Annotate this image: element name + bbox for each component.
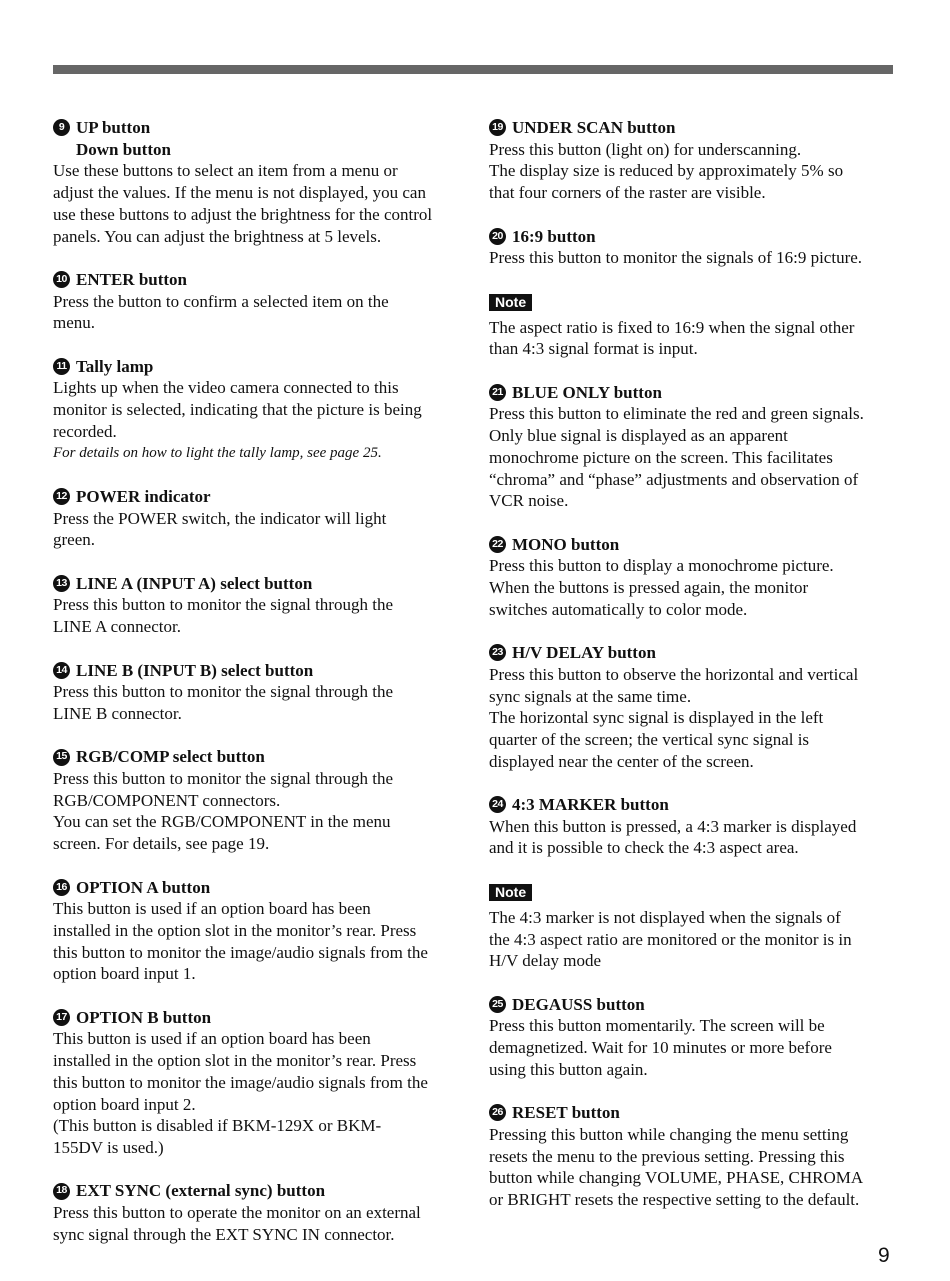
item-entry xyxy=(53,746,457,855)
body-line: monitor is selected, indicating that the picture is being xyxy=(53,400,422,420)
body-line: Only blue signal is displayed as an apparent xyxy=(489,426,788,446)
item-number-badge: 17 xyxy=(53,1009,70,1026)
body-line: screen. For details, see page 19. xyxy=(53,834,270,854)
body-line: RGB/COMPONENT connectors. xyxy=(53,790,281,810)
item-entry xyxy=(489,382,893,512)
left-column xyxy=(53,117,457,1267)
item-entry xyxy=(489,794,893,859)
body-line: Press this button to observe the horizontal and vertical xyxy=(489,664,859,684)
item-heading xyxy=(53,1180,457,1202)
item-heading xyxy=(489,117,893,139)
note-block xyxy=(489,291,893,360)
body-line: sync signal through the EXT SYNC IN connector. xyxy=(53,1224,395,1244)
item-heading xyxy=(53,660,457,682)
item-title: H/V DELAY button xyxy=(512,643,656,663)
body-line: menu. xyxy=(53,313,96,333)
item-number-badge: 21 xyxy=(489,384,506,401)
item-title: MONO button xyxy=(512,534,620,554)
page-number: 9 xyxy=(878,1244,890,1267)
body-line: LINE A connector. xyxy=(53,617,181,637)
item-number-badge: 24 xyxy=(489,796,506,813)
body-line: using this button again. xyxy=(489,1059,648,1079)
item-title: POWER indicator xyxy=(76,486,211,506)
note-line: than 4:3 signal format is input. xyxy=(489,339,698,359)
item-number-badge: 25 xyxy=(489,996,506,1013)
body-line: The horizontal sync signal is displayed in the left xyxy=(489,708,824,728)
body-line: this button to monitor the image/audio signals from the xyxy=(53,1072,428,1092)
body-line: Press this button to operate the monitor on an external xyxy=(53,1203,421,1223)
item-title: RGB/COMP select button xyxy=(76,747,265,767)
body-line: sync signals at the same time. xyxy=(489,686,692,706)
body-line: VCR noise. xyxy=(489,491,569,511)
item-title: 16:9 button xyxy=(512,226,596,246)
item-entry xyxy=(53,1007,457,1159)
item-heading xyxy=(53,877,457,899)
body-line: recorded. xyxy=(53,421,117,441)
item-entry xyxy=(489,117,893,204)
body-line: When the buttons is pressed again, the monitor xyxy=(489,578,809,597)
body-line: resets the menu to the previous setting. Pressing this xyxy=(489,1146,845,1166)
item-entry xyxy=(489,1102,893,1211)
body-line: The display size is reduced by approximately 5% so xyxy=(489,161,844,181)
body-line: Press this button momentarily. The screen will be xyxy=(489,1016,825,1036)
item-heading xyxy=(489,1102,893,1124)
item-title: OPTION B button xyxy=(76,1007,212,1027)
body-line: and it is possible to check the 4:3 aspect area. xyxy=(489,838,799,858)
item-heading xyxy=(53,117,457,139)
body-line: You can set the RGB/COMPONENT in the menu xyxy=(53,812,391,832)
item-entry xyxy=(53,486,457,551)
item-heading xyxy=(53,269,457,291)
body-line: “chroma” and “phase” adjustments and observation of xyxy=(489,469,859,489)
body-line: displayed near the center of the screen. xyxy=(489,751,754,771)
item-number-badge: 12 xyxy=(53,488,70,505)
body-line: This button is used if an option board has been xyxy=(53,1029,371,1049)
body-line: Lights up when the video camera connected to this xyxy=(53,378,399,398)
body-line: that four corners of the raster are visible. xyxy=(489,183,766,203)
item-entry xyxy=(53,573,457,638)
item-number-badge: 15 xyxy=(53,749,70,766)
item-heading xyxy=(489,994,893,1016)
body-line: Press this button to monitor the signal through the xyxy=(53,682,393,702)
note-label: Note xyxy=(489,294,532,311)
body-line: When this button is pressed, a 4:3 marker is displayed xyxy=(489,816,857,836)
item-number-badge: 9 xyxy=(53,119,70,136)
body-line: Use these buttons to select an item from a menu or xyxy=(53,161,398,181)
header-rule xyxy=(53,65,893,74)
body-line: green. xyxy=(53,530,96,550)
reference-note: For details on how to light the tally lamp, see page 25. xyxy=(53,444,382,461)
body-line: Press the POWER switch, the indicator will light xyxy=(53,508,387,528)
item-title: EXT SYNC (external sync) button xyxy=(76,1181,326,1201)
item-number-badge: 23 xyxy=(489,644,506,661)
item-entry xyxy=(53,660,457,725)
item-number-badge: 14 xyxy=(53,662,70,679)
item-number-badge: 11 xyxy=(53,358,70,375)
body-line: option board input 2. xyxy=(53,1094,196,1114)
item-heading xyxy=(489,226,893,248)
body-line: Press this button to eliminate the red and green signals. xyxy=(489,404,864,424)
item-entry xyxy=(489,994,893,1081)
item-title: DEGAUSS button xyxy=(512,994,645,1014)
item-entry xyxy=(489,642,893,772)
body-line: This button is used if an option board has been xyxy=(53,899,371,919)
item-heading xyxy=(489,382,893,404)
item-number-badge: 13 xyxy=(53,575,70,592)
item-number-badge: 16 xyxy=(53,879,70,896)
body-line: (This button is disabled if BKM-129X or BKM- xyxy=(53,1116,382,1136)
right-column xyxy=(489,117,893,1232)
body-line: button while changing VOLUME, PHASE, CHROMA xyxy=(489,1168,864,1188)
body-line: Press the button to confirm a selected item on the xyxy=(53,291,389,311)
body-line: demagnetized. Wait for 10 minutes or more before xyxy=(489,1038,832,1057)
item-heading xyxy=(53,486,457,508)
body-line: adjust the values. If the menu is not displayed, you can xyxy=(53,183,426,203)
body-line: Press this button to monitor the signal through the xyxy=(53,595,393,615)
note-label: Note xyxy=(489,884,532,901)
body-line: Press this button to monitor the signals of 16:9 picture. xyxy=(489,248,863,268)
item-number-badge: 18 xyxy=(53,1183,70,1200)
item-title: BLUE ONLY button xyxy=(512,382,662,402)
item-entry xyxy=(489,226,893,269)
item-entry xyxy=(53,269,457,334)
item-heading xyxy=(53,573,457,595)
body-line: 155DV is used.) xyxy=(53,1137,164,1157)
item-number-badge: 20 xyxy=(489,228,506,245)
item-title: LINE A (INPUT A) select button xyxy=(76,573,313,593)
item-entry xyxy=(489,534,893,621)
item-heading xyxy=(489,534,893,556)
note-line: the 4:3 aspect ratio are monitored or the monitor is in xyxy=(489,929,852,949)
body-line: Press this button to monitor the signal through the xyxy=(53,769,393,788)
body-line: quarter of the screen; the vertical sync signal is xyxy=(489,729,810,749)
body-line: Press this button to display a monochrome picture. xyxy=(489,556,834,576)
body-line: Pressing this button while changing the menu setting xyxy=(489,1124,849,1144)
item-entry xyxy=(53,117,457,247)
item-entry xyxy=(53,1180,457,1245)
body-line: LINE B connector. xyxy=(53,703,182,723)
body-line: installed in the option slot in the monitor’s rear. Press xyxy=(53,1051,417,1071)
item-entry xyxy=(53,356,457,465)
item-heading xyxy=(53,1007,457,1029)
item-heading xyxy=(489,794,893,816)
item-number-badge: 10 xyxy=(53,271,70,288)
item-title: RESET button xyxy=(512,1103,620,1123)
body-line: panels. You can adjust the brightness at 5 levels. xyxy=(53,226,382,246)
note-line: The 4:3 marker is not displayed when the signals of xyxy=(489,907,841,927)
item-title: ENTER button xyxy=(76,269,188,289)
body-line: option board input 1. xyxy=(53,964,196,984)
body-line: switches automatically to color mode. xyxy=(489,599,748,619)
item-heading xyxy=(489,642,893,664)
item-title: OPTION A button xyxy=(76,877,211,897)
item-title: 4:3 MARKER button xyxy=(512,795,669,814)
note-line: H/V delay mode xyxy=(489,951,602,971)
item-heading xyxy=(53,356,457,378)
body-line: Press this button (light on) for underscanning. xyxy=(489,139,802,159)
item-title: UNDER SCAN button xyxy=(512,118,676,137)
body-line: this button to monitor the image/audio signals from the xyxy=(53,942,428,962)
body-line: installed in the option slot in the monitor’s rear. Press xyxy=(53,920,417,940)
body-line: monochrome picture on the screen. This facilitates xyxy=(489,447,833,467)
body-line: use these buttons to adjust the brightness for the control xyxy=(53,204,433,224)
item-title: UP button xyxy=(76,118,151,137)
note-line: The aspect ratio is fixed to 16:9 when the signal other xyxy=(489,317,855,337)
item-entry xyxy=(53,877,457,986)
body-line: or BRIGHT resets the respective setting to the default. xyxy=(489,1189,860,1209)
item-number-badge: 26 xyxy=(489,1104,506,1121)
item-number-badge: 19 xyxy=(489,119,506,136)
item-subtitle: Down button xyxy=(76,139,171,159)
item-title: Tally lamp xyxy=(76,356,154,376)
note-block xyxy=(489,881,893,972)
item-number-badge: 22 xyxy=(489,536,506,553)
item-heading xyxy=(53,746,457,768)
item-title: LINE B (INPUT B) select button xyxy=(76,660,314,680)
